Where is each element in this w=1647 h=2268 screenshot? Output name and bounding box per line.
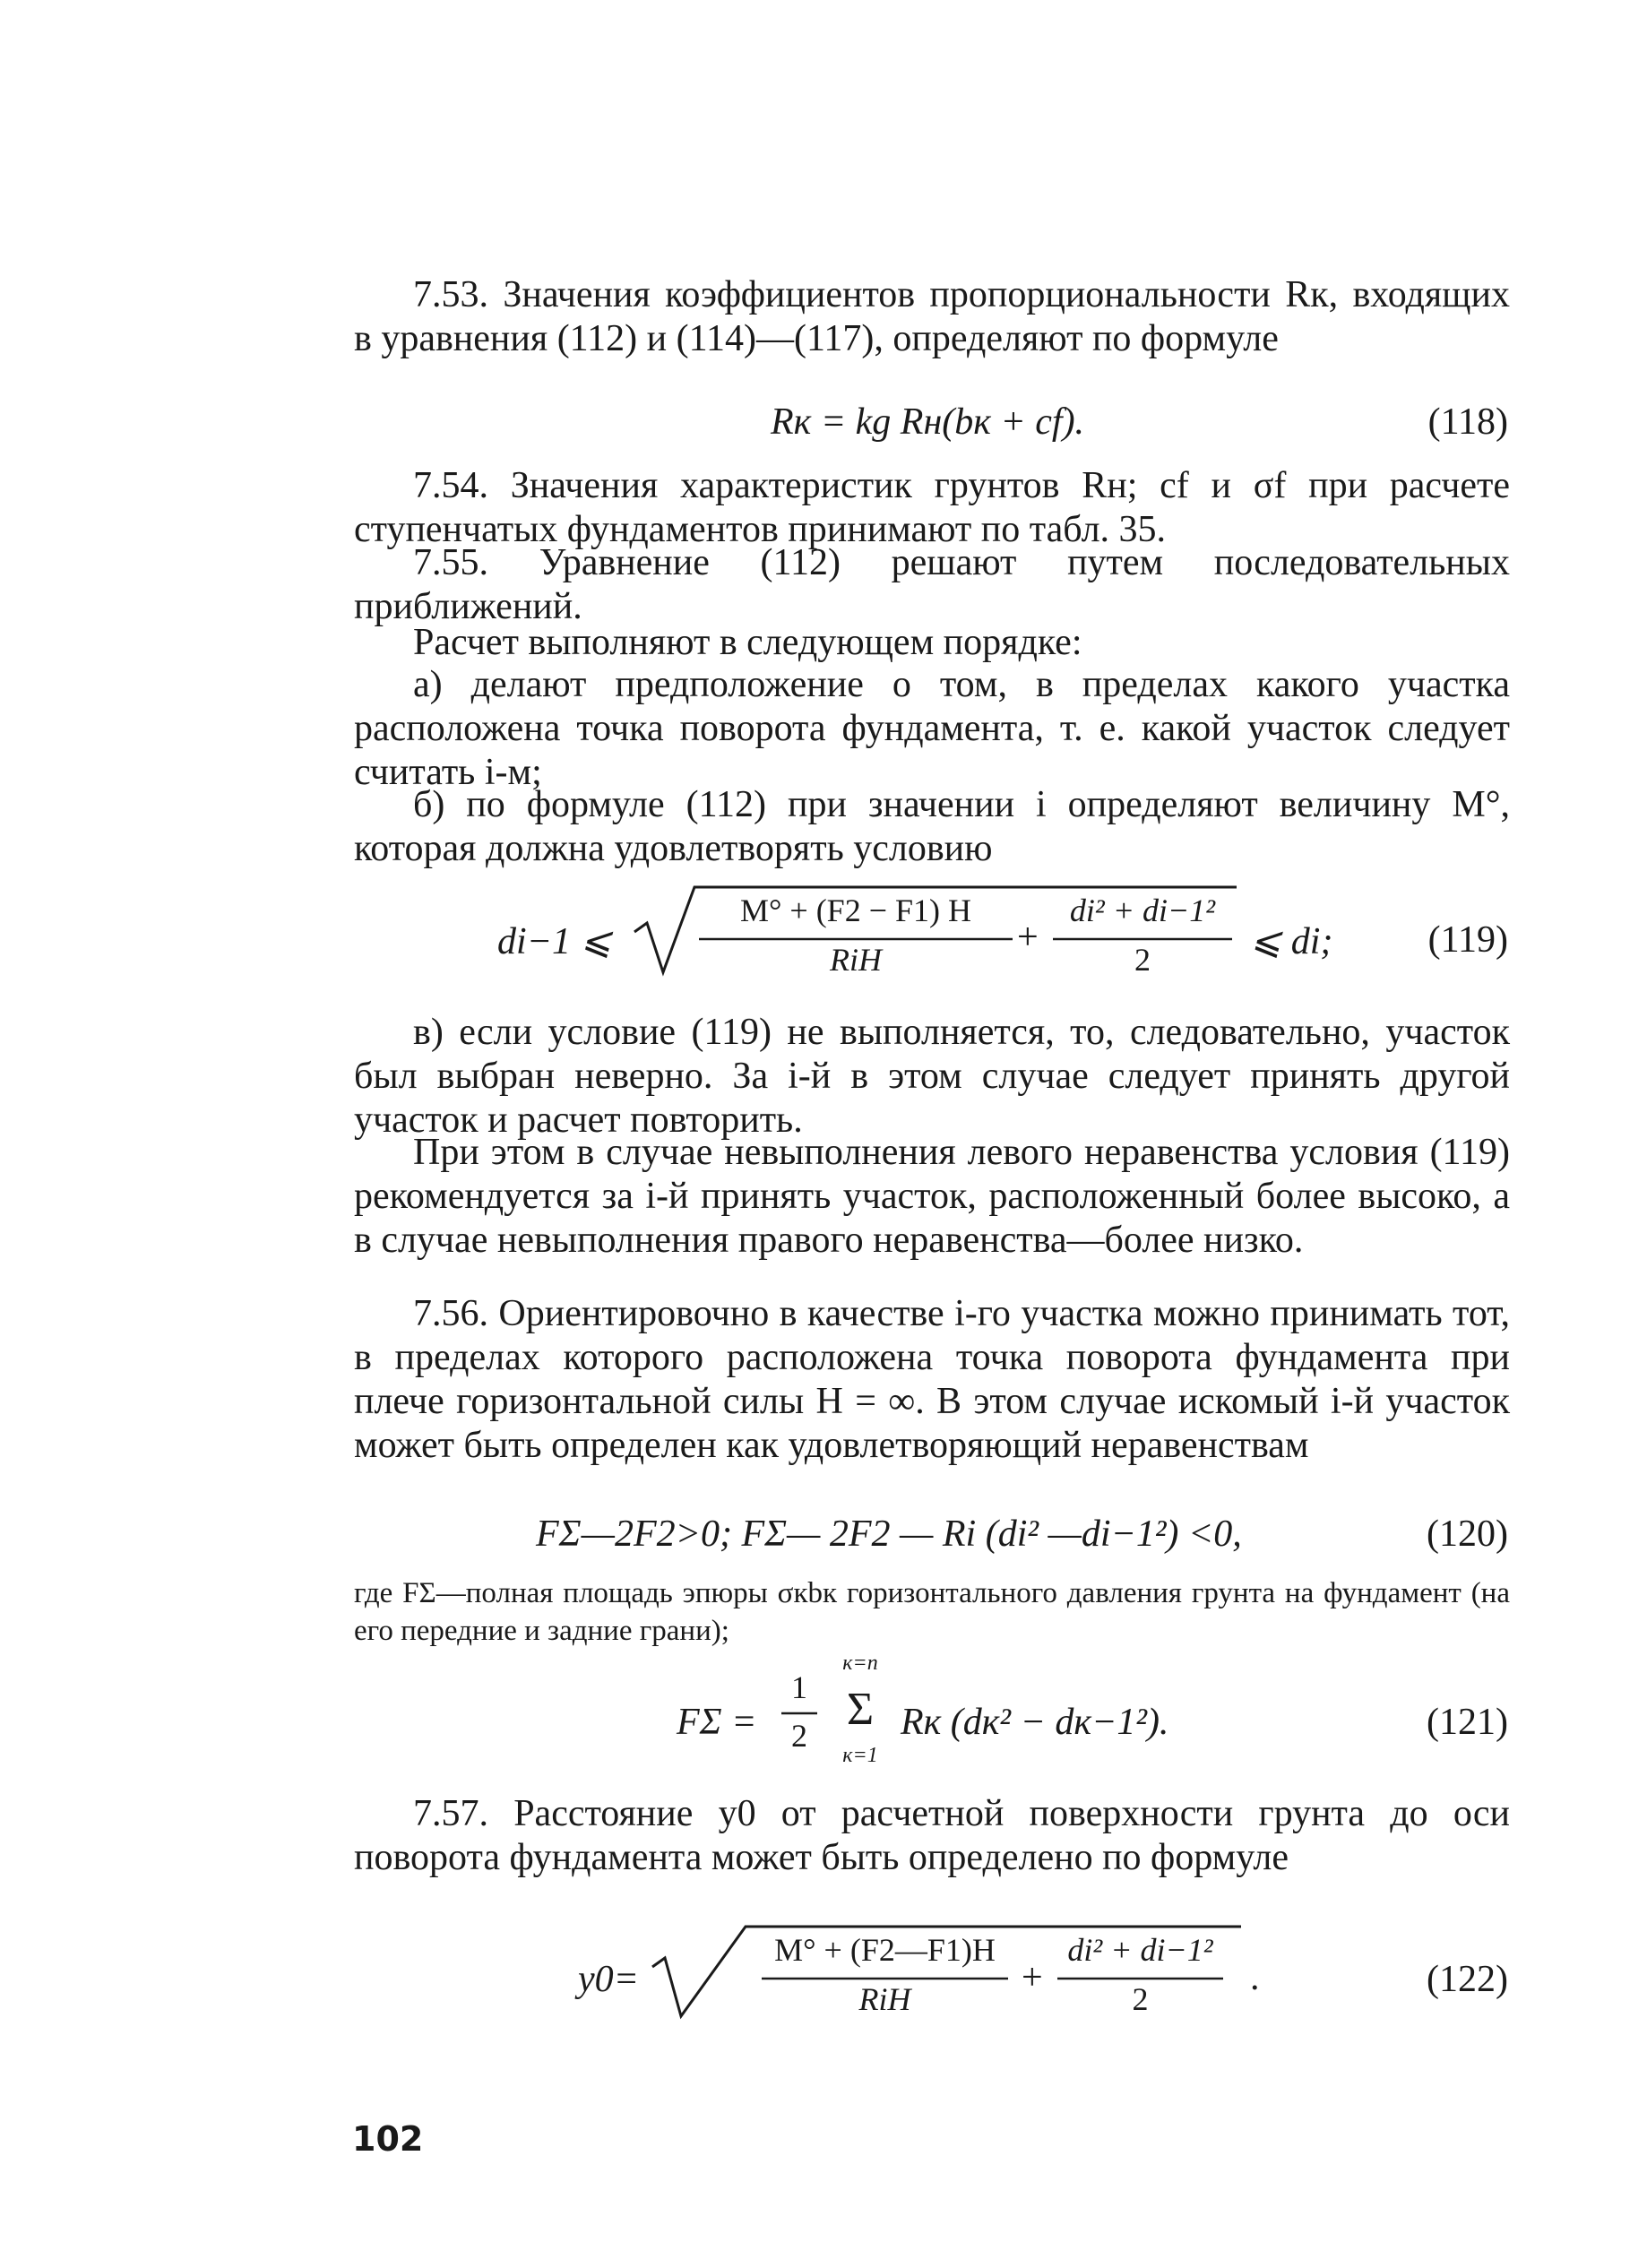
- eq118-lhs: Rк: [771, 401, 812, 443]
- step-v: в) если условие (119) не выполняется, то, следовательно, участок был выбран неверно. За i-й в этом случае следует принять другой участок и расчет повторить.: [354, 1012, 1510, 1141]
- paragraph-7-54: 7.54. Значения характеристик грунтов Rн; cf и σf при расчете ступенчатых фундаментов принимают по табл. 35.: [354, 465, 1510, 550]
- eq121-sum-sign: Σ: [846, 1684, 875, 1735]
- eq121-lhs: FΣ =: [677, 1702, 757, 1743]
- equation-number-118: (118): [1427, 401, 1508, 443]
- eq122-frac2-denominator: 2: [1132, 1981, 1149, 2017]
- eq118-rhs: = kg Rн(bк + cf).: [820, 401, 1085, 443]
- eq121-sum-upper: к=n: [842, 1651, 878, 1675]
- eq119-frac1-denominator: RiH: [830, 942, 882, 978]
- equation-number-122: (122): [1427, 1959, 1508, 2000]
- equation-120: FΣ—2F2>0; FΣ— 2F2 — Ri (di² —di−1²) <0,: [536, 1513, 1242, 1555]
- paragraph-7-56: 7.56. Ориентировочно в качестве i-го участка можно принимать тот, в пределах которого расположена точка поворота фундамента при плече горизонтальной силы H = ∞. В этом случае искомый i-й участок может быть определен как удовлетворяющий неравенствам: [354, 1293, 1510, 1466]
- eq121-sum-lower: к=1: [842, 1744, 878, 1767]
- eq122-lhs: y0=: [578, 1959, 639, 2000]
- eq122-plus: +: [1022, 1957, 1043, 1998]
- step-a: а) делают предположение о том, в пределах какого участка расположена точка поворота фундамента, т. е. какой участок следует считать i-м;: [354, 664, 1510, 793]
- equation-number-119: (119): [1427, 919, 1508, 961]
- eq119-right: ⩽ di;: [1250, 921, 1333, 962]
- eq119-frac2-denominator: 2: [1134, 942, 1151, 978]
- equation-number-121: (121): [1427, 1702, 1508, 1743]
- eq119-frac2-numerator: di² + di−1²: [1069, 893, 1216, 928]
- eq121-half-denominator: 2: [791, 1718, 807, 1754]
- equation-number-120: (120): [1427, 1513, 1508, 1555]
- paragraph-7-55: 7.55. Уравнение (112) решают путем последовательных приближений.: [354, 542, 1510, 627]
- order-intro: Расчет выполняют в следующем порядке:: [413, 622, 1082, 663]
- where-clause: где FΣ—полная площадь эпюры σкbк горизонтального давления грунта на фундамент (на его передние и задние грани);: [354, 1577, 1510, 1647]
- eq122-frac2-numerator: di² + di−1²: [1067, 1932, 1213, 1968]
- note-paragraph: При этом в случае невыполнения левого неравенства условия (119) рекомендуется за i-й принять участок, расположенный более высоко, а в случае невыполнения правого неравенства—более низко.: [354, 1132, 1510, 1261]
- eq121-half-numerator: 1: [791, 1669, 807, 1705]
- paragraph-7-57: 7.57. Расстояние y0 от расчетной поверхности грунта до оси поворота фундамента может быть определено по формуле: [354, 1793, 1510, 1878]
- eq122-frac1-denominator: RiH: [858, 1981, 911, 2017]
- page-number: 102: [352, 2119, 424, 2159]
- eq119-left: di−1 ⩽: [497, 921, 612, 962]
- step-b: б) по формуле (112) при значении i определяют величину M°, которая должна удовлетворять условию: [354, 784, 1510, 869]
- eq119-plus: +: [1017, 917, 1039, 958]
- eq121-body: Rк (dк² − dк−1²).: [901, 1702, 1169, 1743]
- eq122-frac1-numerator: M° + (F2—F1)H: [774, 1932, 996, 1968]
- eq119-frac1-numerator: M° + (F2 − F1) H: [739, 893, 972, 928]
- eq122-period: .: [1250, 1957, 1260, 1998]
- paragraph-7-53: 7.53. Значения коэффициентов пропорциональности Rк, входящих в уравнения (112) и (114)—(117), определяют по формуле: [354, 274, 1510, 359]
